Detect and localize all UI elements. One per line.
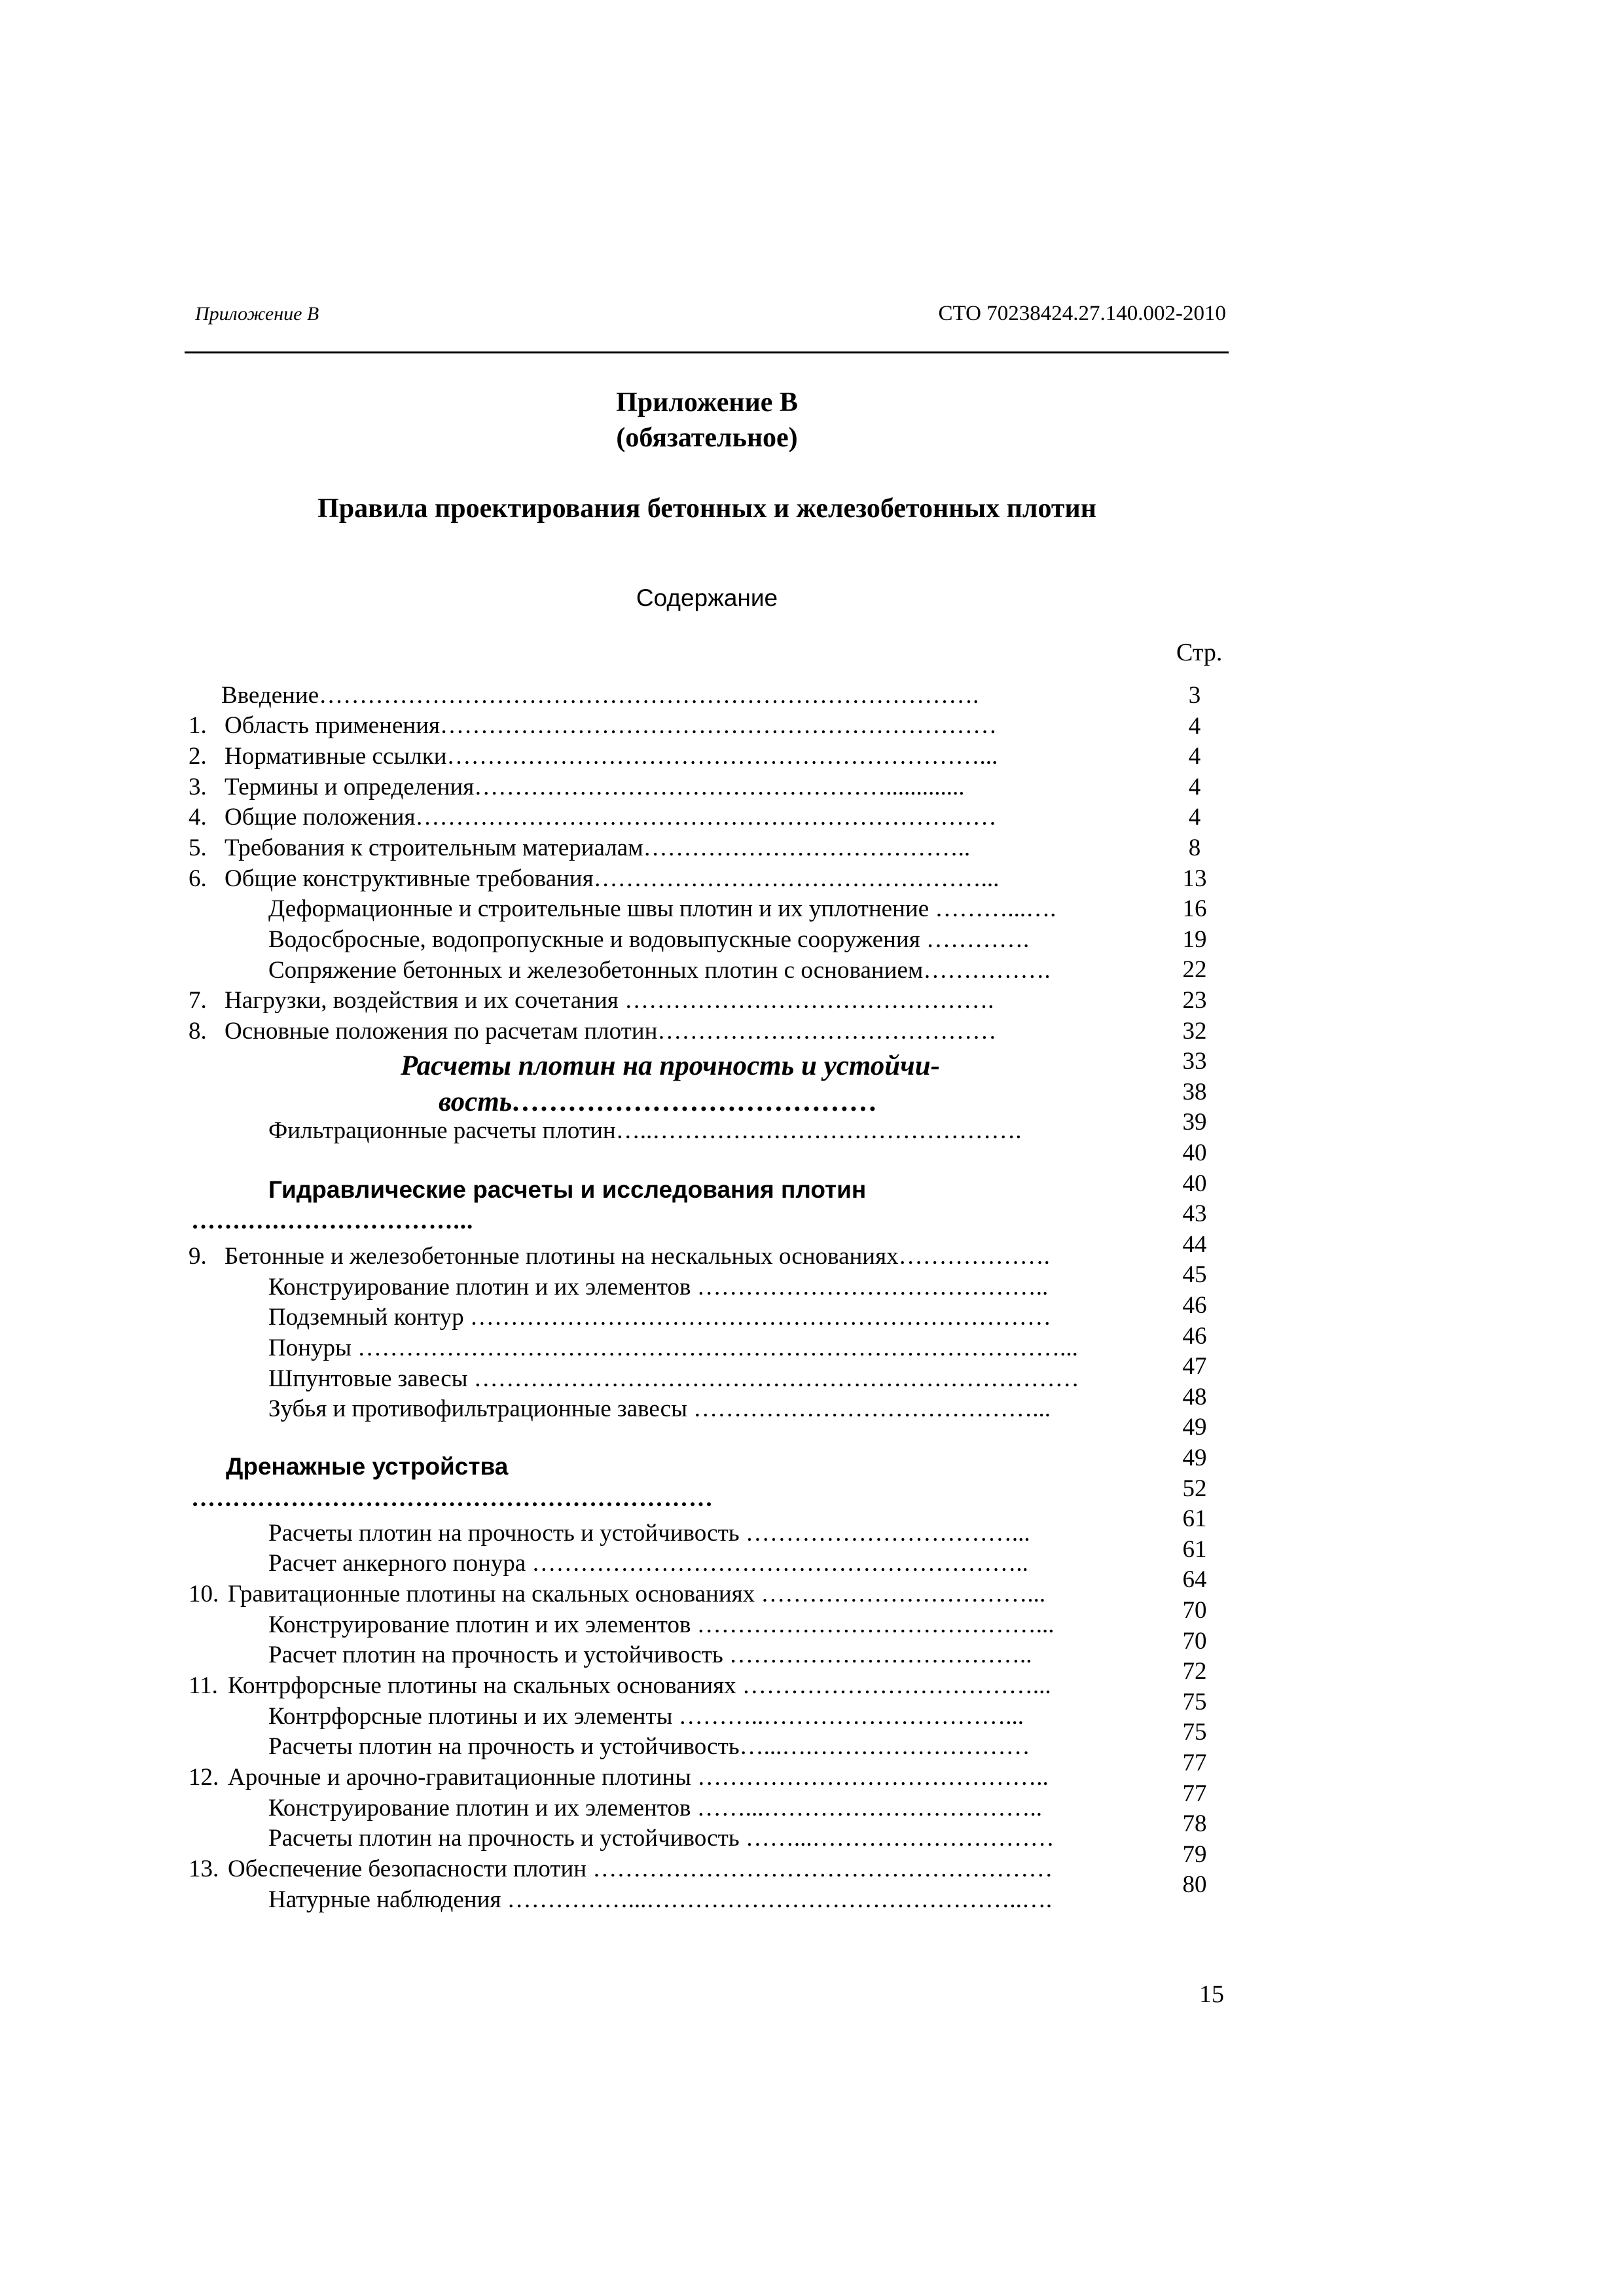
toc-page-number: 38 [1182,1079,1207,1105]
toc-page-number: 52 [1182,1475,1207,1502]
toc-section-hydraulic: Гидравлические расчеты и исследования плотин [268,1176,867,1203]
toc-entry-number: 10. [189,1581,219,1607]
toc-page-number: 13 [1182,865,1207,892]
toc-page-number: 4 [1188,713,1201,740]
toc-entry [268,1302,1126,1333]
toc-page-number: 49 [1182,1414,1207,1441]
toc-entry-text: Конструирование плотин и их элементов ……...…………………………….. [268,1795,1042,1821]
appendix-title: Приложение В [616,387,798,418]
toc-entry [189,833,1126,863]
appendix-status: (обязательное) [616,423,798,453]
toc-page-number: 33 [1182,1048,1207,1075]
toc-page-number: 79 [1182,1841,1207,1868]
toc-entry [268,1885,1126,1915]
toc-entry [221,681,1126,711]
toc-entry [268,1116,1126,1146]
toc-page-number: 46 [1182,1292,1207,1319]
toc-page-number: 78 [1182,1810,1207,1837]
toc-page-number: 46 [1182,1323,1207,1350]
toc-entry-text: Водосбросные, водопропускные и водовыпускные сооружения …………. [268,926,1030,953]
toc-entry-text: Общие положения……………………………………………………………… [225,804,997,831]
toc-entry-text: Арочные и арочно-гравитационные плотины …………………………………….. [228,1764,1049,1791]
toc-entry [189,1671,1126,1701]
toc-entry-text: Деформационные и строительные швы плотин и их уплотнение ………...…. [268,895,1056,922]
toc-entry [268,894,1126,924]
toc-entry [189,742,1126,772]
header-divider [185,351,1229,353]
toc-entry-text: Общие конструктивные требования…………………………………………... [225,865,1000,892]
toc-entry [268,1394,1126,1424]
toc-entry [189,772,1126,802]
toc-entry-text: Требования к строительным материалам………………………………….. [225,834,971,861]
toc-entry-number: 9. [189,1243,207,1270]
toc-entry [189,864,1126,894]
toc-page-number: 80 [1182,1871,1207,1898]
toc-page-number: 23 [1182,987,1207,1014]
toc-page-number: 40 [1182,1170,1207,1197]
toc-entry-text: Шпунтовые завесы ………………………………………………………………… [268,1365,1079,1392]
running-header-document-code: СТО 70238424.27.140.002-2010 [938,302,1226,325]
toc-page-number: 22 [1182,956,1207,983]
toc-entry [189,1242,1126,1272]
toc-entry [268,1272,1126,1302]
toc-entry-text: Понуры ……………………………………………………………………………... [268,1335,1078,1361]
toc-section-strength-line2: вость………………………………… [439,1086,878,1117]
toc-entry-text: Расчеты плотин на прочность и устойчивость…...….……………………… [268,1733,1030,1760]
toc-entry-text: Фильтрационные расчеты плотин…..………………………………………. [268,1117,1022,1144]
toc-page-number: 47 [1182,1353,1207,1380]
toc-entry-number: 12. [189,1764,219,1791]
toc-entry [268,1364,1126,1394]
toc-entry [189,1016,1126,1047]
toc-page-number: 4 [1188,804,1201,831]
toc-entry-number: 1. [189,712,207,739]
toc-page-number: 39 [1182,1109,1207,1136]
toc-entry-text: Бетонные и железобетонные плотины на нескальных основаниях………………. [225,1243,1050,1270]
toc-entry [268,1640,1126,1670]
toc-section-drainage-dots: ……………………………………………………… [191,1485,713,1512]
toc-section-drainage: Дренажные устройства [226,1453,509,1480]
toc-entry [268,1333,1126,1363]
toc-entry-text: Контрфорсные плотины на скальных основаниях ………………………………... [228,1672,1051,1699]
toc-entry-text: Подземный контур ……………………………………………………………… [268,1304,1051,1331]
toc-entry-text: Расчеты плотин на прочность и устойчивость ……...………………………… [268,1825,1055,1852]
toc-page-number: 40 [1182,1139,1207,1166]
toc-entry-text: Конструирование плотин и их элементов …………………………………….. [268,1274,1049,1300]
toc-entry-text: Термины и определения……………………………………………............. [225,774,965,800]
toc-page-number: 4 [1188,743,1201,770]
toc-entry [189,1579,1126,1609]
toc-entry [268,956,1126,986]
toc-section-hydraulic-dots: …….….…………………... [191,1208,474,1234]
toc-caption: Содержание [636,584,778,611]
toc-entry-text: Обеспечение безопасности плотин ………………………………………………… [228,1856,1053,1882]
toc-page-number: 70 [1182,1628,1207,1655]
toc-entry-number: 2. [189,743,207,770]
toc-page-number: 8 [1188,834,1201,861]
toc-entry-text: Конструирование плотин и их элементов ……………………………………... [268,1611,1055,1638]
toc-entry-text: Область применения…………………………………………………………… [225,712,998,739]
toc-page-number: 48 [1182,1384,1207,1410]
toc-entry [268,1702,1126,1732]
toc-entry-text: Расчет плотин на прочность и устойчивость ……………………………….. [268,1641,1032,1668]
toc-entry-text: Гравитационные плотины на скальных основаниях ……………………………... [228,1581,1046,1607]
toc-entry [268,1518,1126,1549]
running-header-left: Приложение В [195,303,319,325]
toc-entry [268,1549,1126,1579]
toc-page-number: 61 [1182,1536,1207,1563]
toc-entry-text: Сопряжение бетонных и железобетонных плотин с основанием……………. [268,957,1051,984]
toc-page-number: 3 [1188,682,1201,709]
toc-entry [268,925,1126,955]
toc-entry [189,711,1126,741]
toc-entry [189,1854,1126,1884]
toc-entry-text: Основные положения по расчетам плотин…………………………………… [225,1018,997,1045]
toc-entry [268,1823,1126,1854]
toc-page-number: 77 [1182,1749,1207,1776]
toc-page-number: 64 [1182,1566,1207,1593]
toc-page-number: 43 [1182,1200,1207,1227]
toc-entry [189,802,1126,833]
toc-page-number: 75 [1182,1719,1207,1746]
toc-page-number: 77 [1182,1780,1207,1807]
toc-page-number: 32 [1182,1018,1207,1045]
page-number: 15 [1199,1981,1224,2008]
toc-entry-number: 3. [189,774,207,800]
toc-entry-text: Контрфорсные плотины и их элементы ………..…………………………... [268,1703,1024,1730]
toc-page-column-label: Стр. [1176,639,1223,666]
toc-entry-number: 6. [189,865,207,892]
toc-entry-number: 5. [189,834,207,861]
toc-page-number: 45 [1182,1261,1207,1288]
toc-entry [268,1610,1126,1640]
toc-entry-number: 11. [189,1672,218,1699]
toc-entry-text: Расчеты плотин на прочность и устойчивость ……………………………... [268,1520,1030,1547]
toc-section-strength-line1: Расчеты плотин на прочность и устойчи- [401,1050,940,1081]
toc-entry-text: Расчет анкерного понура …………………………………………………….. [268,1550,1028,1577]
toc-entry-number: 7. [189,987,207,1014]
toc-page-number: 44 [1182,1231,1207,1258]
toc-entry [268,1732,1126,1762]
toc-entry-number: 4. [189,804,207,831]
toc-entry [189,1763,1126,1793]
toc-entry-text: Зубья и противофильтрационные завесы ……………………………………... [268,1395,1051,1422]
toc-page-number: 4 [1188,774,1201,800]
toc-entry [268,1793,1126,1823]
toc-entry [189,986,1126,1016]
toc-entry-number: 13. [189,1856,219,1882]
toc-page-number: 75 [1182,1689,1207,1715]
toc-page-number: 16 [1182,895,1207,922]
toc-page-number: 72 [1182,1658,1207,1685]
toc-page-number: 49 [1182,1444,1207,1471]
toc-entry-text: Введение………………………………………………………………………. [221,682,979,709]
toc-page-number: 61 [1182,1505,1207,1532]
toc-page-number: 70 [1182,1597,1207,1624]
toc-entry-text: Нормативные ссылки…………………………………………………………... [225,743,998,770]
document-title: Правила проектирования бетонных и железобетонных плотин [317,493,1096,524]
toc-entry-text: Натурные наблюдения ……………...………………………………………..…. [268,1886,1053,1913]
toc-page-number: 19 [1182,926,1207,953]
toc-entry-text: Нагрузки, воздействия и их сочетания ………………………………………. [225,987,994,1014]
toc-entry-number: 8. [189,1018,207,1045]
